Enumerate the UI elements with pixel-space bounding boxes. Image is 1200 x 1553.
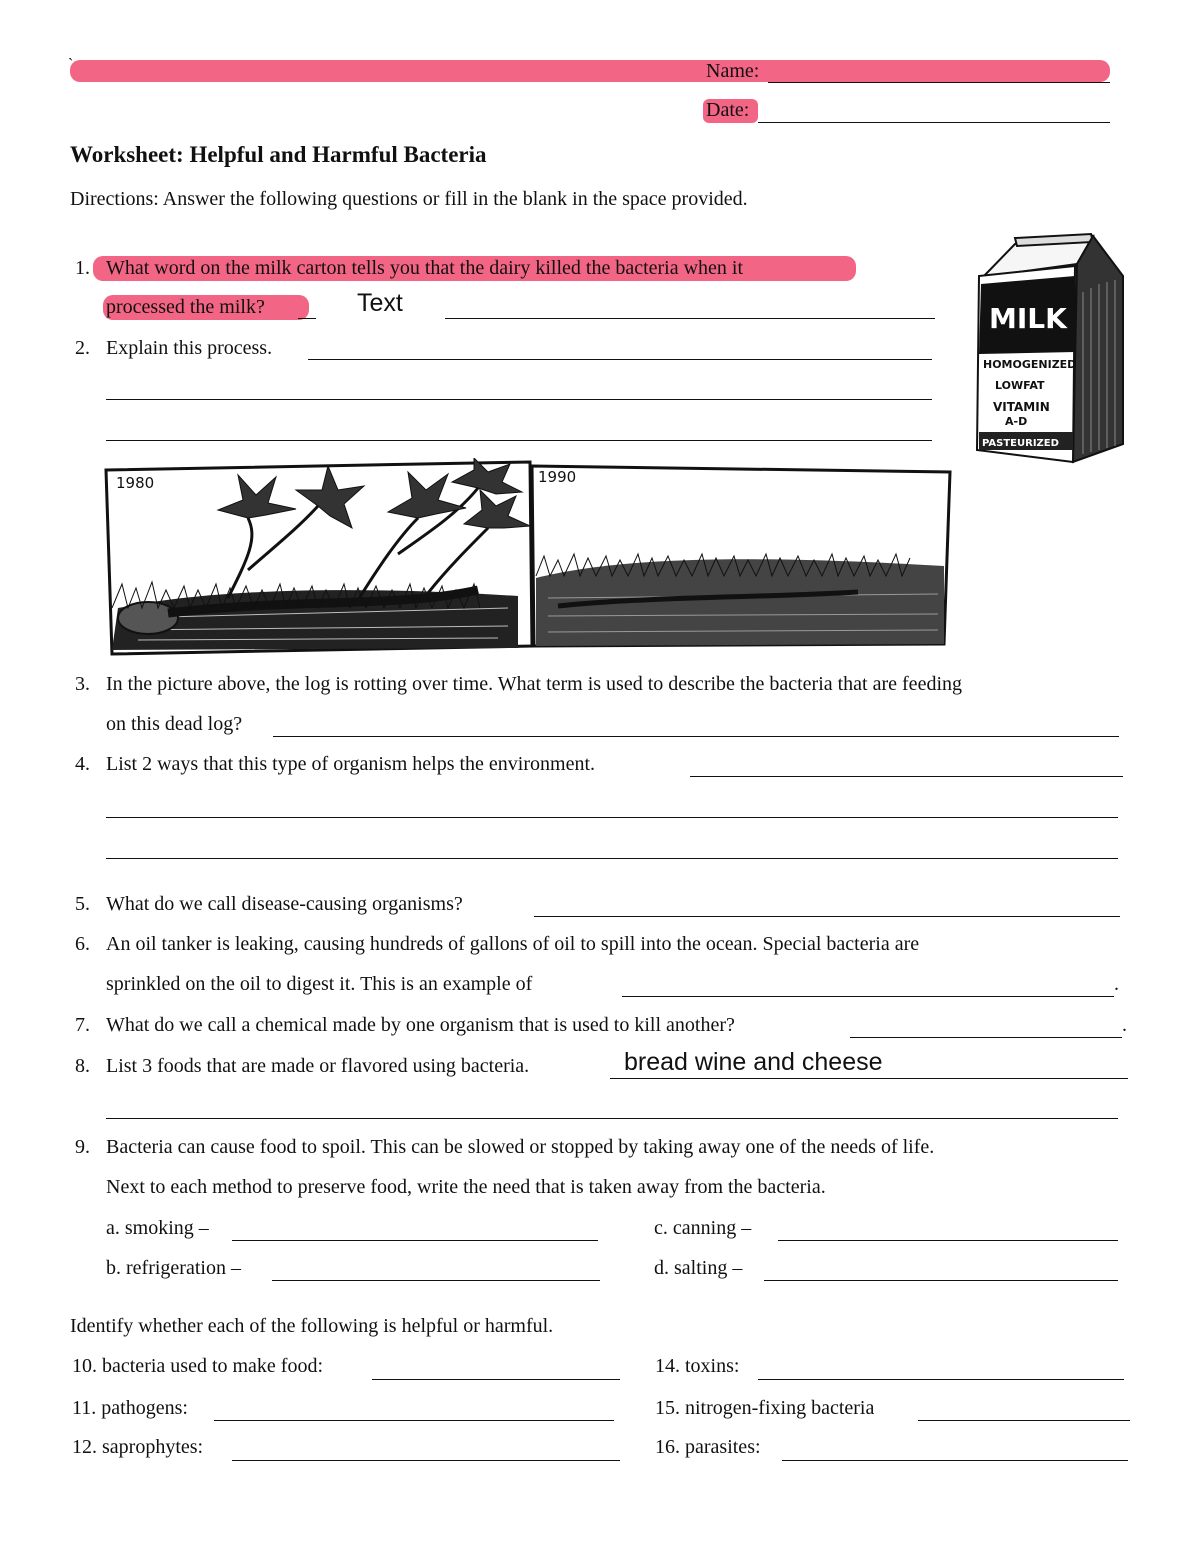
picture-year-right: 1990 xyxy=(538,468,577,486)
item-10-answer-line[interactable] xyxy=(372,1379,620,1380)
page-title: Worksheet: Helpful and Harmful Bacteria xyxy=(70,142,487,167)
q2-number: 2. xyxy=(75,337,90,359)
q9-d-answer-line[interactable] xyxy=(764,1280,1118,1281)
header-mark: ` xyxy=(68,56,74,73)
q2-text: Explain this process. xyxy=(106,337,273,359)
milk-carton-line-4: A-D xyxy=(1005,415,1028,428)
q4-answer-line-1[interactable] xyxy=(690,776,1123,777)
q1-answer[interactable]: Text xyxy=(357,289,403,317)
item-10-label: 10. bacteria used to make food: xyxy=(72,1355,324,1377)
picture-year-left: 1980 xyxy=(116,474,155,492)
milk-carton-line-2: LOWFAT xyxy=(995,379,1045,392)
item-15-label: 15. nitrogen-fixing bacteria xyxy=(655,1397,875,1419)
item-14-answer-line[interactable] xyxy=(758,1379,1124,1380)
milk-carton-brand: MILK xyxy=(989,302,1067,335)
q4-answer-line-3[interactable] xyxy=(106,858,1118,859)
q4-number: 4. xyxy=(75,753,90,775)
q9-a-answer-line[interactable] xyxy=(232,1240,598,1241)
milk-carton-illustration xyxy=(975,232,1127,464)
item-12-label: 12. saprophytes: xyxy=(72,1436,204,1458)
q9-b-label: b. refrigeration – xyxy=(106,1257,241,1279)
q6-text-line1: An oil tanker is leaking, causing hundreds of gallons of oil to spill into the ocean. Special bacteria are xyxy=(106,933,920,955)
q9-c-answer-line[interactable] xyxy=(778,1240,1118,1241)
q1-answer-line-b[interactable] xyxy=(445,318,935,319)
item-11-label: 11. pathogens: xyxy=(72,1397,188,1419)
q9-c-label: c. canning – xyxy=(654,1217,752,1239)
item-16-label: 16. parasites: xyxy=(655,1436,761,1458)
q1-text-line1: What word on the milk carton tells you that the dairy killed the bacteria when it xyxy=(106,257,744,279)
q9-a-label: a. smoking – xyxy=(106,1217,209,1239)
q5-answer-line[interactable] xyxy=(534,916,1120,917)
date-label: Date: xyxy=(706,99,750,121)
header-highlight xyxy=(70,60,1110,82)
date-field[interactable] xyxy=(758,122,1110,123)
q2-answer-line-1[interactable] xyxy=(308,359,932,360)
q2-answer-line-3[interactable] xyxy=(106,440,932,441)
q1-number: 1. xyxy=(75,257,90,279)
q7-text: What do we call a chemical made by one organism that is used to kill another? xyxy=(106,1014,735,1036)
q6-number: 6. xyxy=(75,933,90,955)
name-field[interactable] xyxy=(768,82,1110,83)
q4-answer-line-2[interactable] xyxy=(106,817,1118,818)
q7-end-period: . xyxy=(1122,1014,1127,1036)
q2-answer-line-2[interactable] xyxy=(106,399,932,400)
item-14-label: 14. toxins: xyxy=(655,1355,740,1377)
q8-answer-line-2[interactable] xyxy=(106,1118,1118,1119)
q1-text-line2: processed the milk? xyxy=(106,296,265,318)
item-11-answer-line[interactable] xyxy=(214,1420,614,1421)
directions-text: Directions: Answer the following questions or fill in the blank in the space provided. xyxy=(70,188,748,210)
q8-number: 8. xyxy=(75,1055,90,1077)
q3-number: 3. xyxy=(75,673,90,695)
q1-answer-line-a[interactable] xyxy=(298,318,316,319)
milk-carton-line-1: HOMOGENIZED xyxy=(983,358,1077,371)
identify-heading: Identify whether each of the following is helpful or harmful. xyxy=(70,1315,554,1337)
q8-text: List 3 foods that are made or flavored using bacteria. xyxy=(106,1055,530,1077)
q7-answer-line[interactable] xyxy=(850,1037,1122,1038)
q6-text-line2: sprinkled on the oil to digest it. This is an example of xyxy=(106,973,533,995)
q3-text-line2: on this dead log? xyxy=(106,713,243,735)
q5-text: What do we call disease-causing organisms? xyxy=(106,893,463,915)
milk-carton-line-3: VITAMIN xyxy=(993,400,1050,414)
q6-answer-line[interactable] xyxy=(622,996,1114,997)
q9-text-line1: Bacteria can cause food to spoil. This can be slowed or stopped by taking away one of the needs of life. xyxy=(106,1136,935,1158)
q9-text-line2: Next to each method to preserve food, write the need that is taken away from the bacteria. xyxy=(106,1176,826,1198)
item-15-answer-line[interactable] xyxy=(918,1420,1130,1421)
q8-answer[interactable]: bread wine and cheese xyxy=(624,1048,883,1076)
rotting-log-illustration xyxy=(98,458,958,660)
q3-answer-line[interactable] xyxy=(273,736,1119,737)
q6-end-period: . xyxy=(1114,973,1119,995)
item-12-answer-line[interactable] xyxy=(232,1460,620,1461)
name-label: Name: xyxy=(706,60,760,82)
q3-text-line1: In the picture above, the log is rotting over time. What term is used to describe the bacteria that are feeding xyxy=(106,673,962,695)
item-16-answer-line[interactable] xyxy=(782,1460,1128,1461)
q4-text: List 2 ways that this type of organism helps the environment. xyxy=(106,753,596,775)
q9-b-answer-line[interactable] xyxy=(272,1280,600,1281)
q9-number: 9. xyxy=(75,1136,90,1158)
milk-carton-line-5: PASTEURIZED xyxy=(982,438,1059,449)
q5-number: 5. xyxy=(75,893,90,915)
q7-number: 7. xyxy=(75,1014,90,1036)
q8-answer-line-1[interactable] xyxy=(610,1078,1128,1079)
q9-d-label: d. salting – xyxy=(654,1257,743,1279)
